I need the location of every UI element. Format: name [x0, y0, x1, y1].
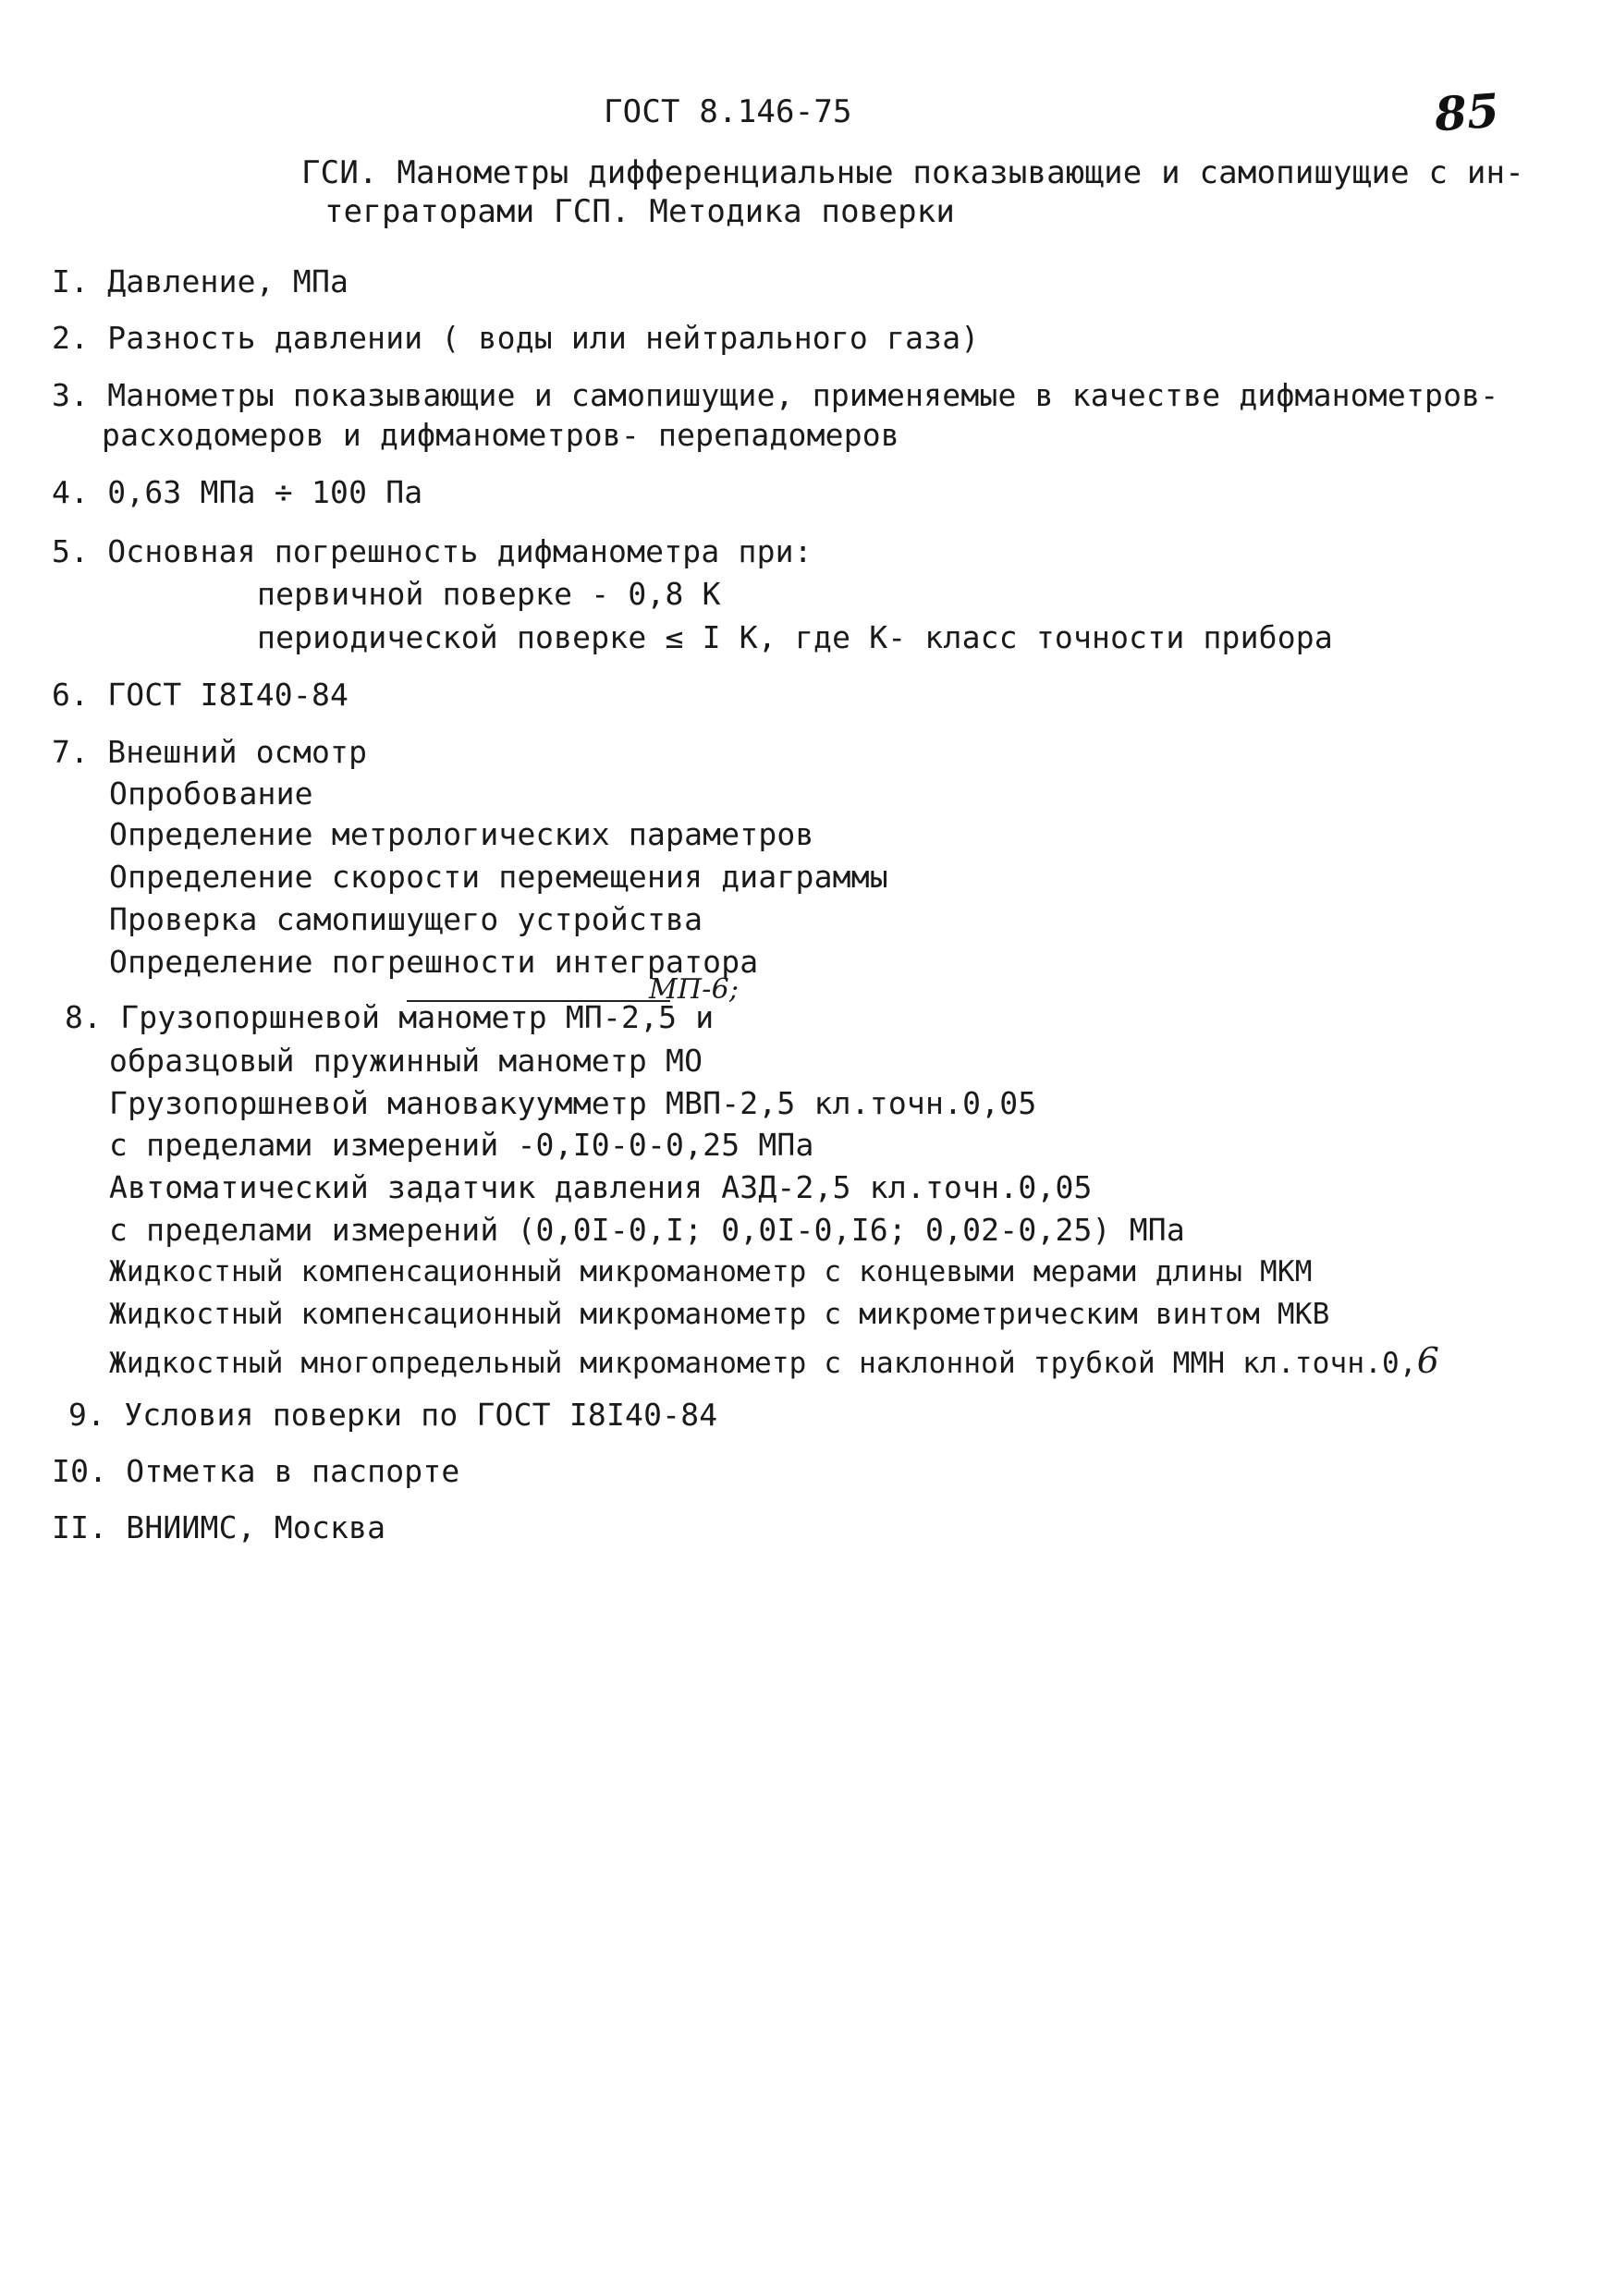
item-7-line-4: Определение скорости перемещения диаграммы [109, 859, 888, 895]
item-8-handwritten-insert: МП-6; [649, 973, 740, 1006]
item-2: 2. Разность давлении ( воды или нейтрального газа) [52, 320, 980, 356]
item-5-line-2: первичной поверке - 0,8 К [257, 576, 721, 612]
item-5-line-1: 5. Основная погрешность дифманометра при: [52, 533, 813, 569]
standard-number: ГОСТ 8.146-75 [604, 93, 852, 130]
item-4: 4. 0,63 МПа ÷ 100 Па [52, 474, 423, 510]
item-7-line-6: Определение погрешности интегратора [109, 944, 759, 980]
item-3-line-2: расходомеров и дифманометров- перепадомеров [102, 417, 899, 453]
document-title-line-1: ГСИ. Манометры дифференциальные показывающие и самопишущие с ин- [301, 154, 1524, 191]
item-8-line-6: с пределами измерений (0,0I-0,I; 0,0I-0,I6; 0,02-0,25) МПа [109, 1212, 1185, 1248]
item-10: I0. Отметка в паспорте [52, 1453, 460, 1489]
item-7-line-5: Проверка самопишущего устройства [109, 901, 703, 937]
item-5-line-3: периодической поверке ≤ I К, где К- класс точности прибора [257, 619, 1333, 655]
item-8-line-2: образцовый пружинный манометр МО [109, 1043, 703, 1079]
item-7-line-1: 7. Внешний осмотр [52, 734, 368, 770]
item-7-line-3: Определение метрологических параметров [109, 816, 814, 852]
item-8-line-5: Автоматический задатчик давления АЗД-2,5 кл.точн.0,05 [109, 1169, 1093, 1205]
item-8-line-4: с пределами измерений -0,I0-0-0,25 МПа [109, 1127, 814, 1163]
item-8-line-9-text: Жидкостный многопредельный микроманометр с наклонной трубкой ММН кл.точн.0, [109, 1347, 1417, 1380]
document-title-line-2: теграторами ГСП. Методика поверки [324, 193, 956, 230]
item-8-line-7: Жидкостный компенсационный микроманометр с концевыми мерами длины МКМ [109, 1255, 1313, 1288]
item-11: II. ВНИИМС, Москва [52, 1509, 386, 1545]
page-number: 85 [1433, 82, 1501, 142]
item-8-line-1: 8. Грузопоршневой манометр МП-2,5 и [65, 999, 715, 1035]
item-8-line-3: Грузопоршневой мановакуумметр МВП-2,5 кл.точн.0,05 [109, 1085, 1037, 1121]
item-8-line-9 [109, 1340, 1440, 1381]
item-7-line-2: Опробование [109, 776, 313, 812]
handwritten-digit: 6 [1416, 1340, 1440, 1381]
strike-mark [407, 1000, 670, 1002]
item-1: I. Давление, МПа [52, 263, 349, 299]
item-6: 6. ГОСТ I8I40-84 [52, 677, 349, 713]
item-3-line-1: 3. Манометры показывающие и самопишущие, применяемые в качестве дифманометров- [52, 377, 1499, 413]
item-8-line-8: Жидкостный компенсационный микроманометр с микрометрическим винтом МКВ [109, 1298, 1330, 1331]
item-9: 9. Условия поверки по ГОСТ I8I40-84 [68, 1397, 718, 1433]
